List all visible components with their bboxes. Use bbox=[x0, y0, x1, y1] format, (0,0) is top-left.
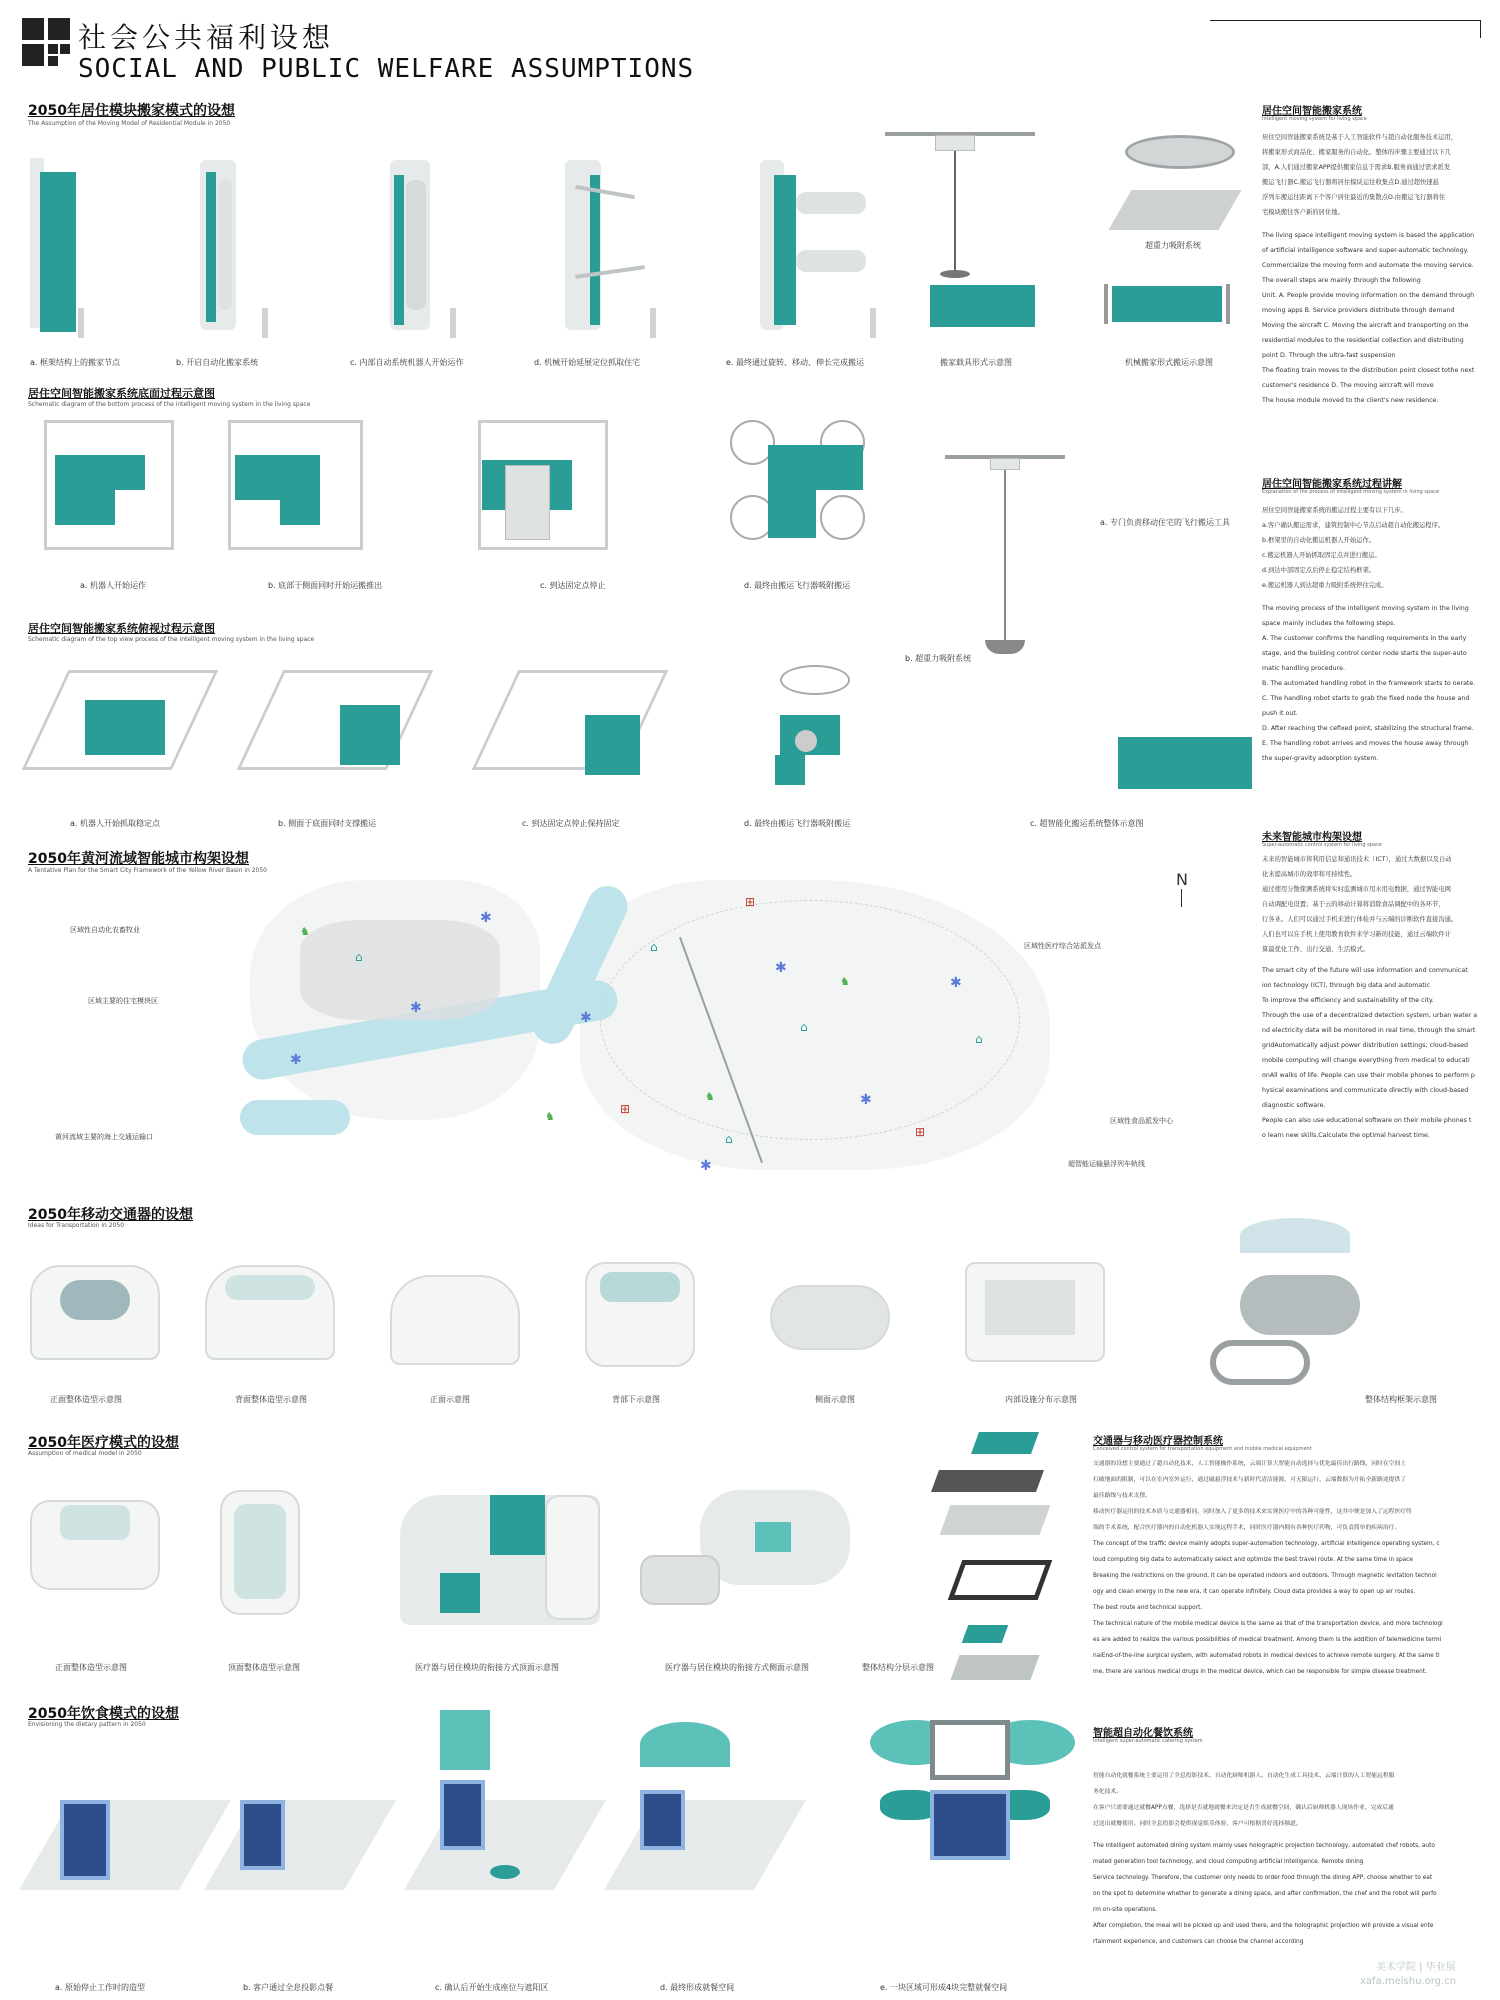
page-title-cn: 社会公共福利设想 bbox=[78, 21, 335, 54]
panel2-subtitle: Explanation of the process of intelligent moving system in living space bbox=[1262, 489, 1440, 495]
section6-caption-e: 整体结构分层示意图 bbox=[862, 1663, 934, 1672]
logo-grid bbox=[22, 18, 70, 66]
panel1-body: 居住空间智能搬家系统是基于人工智能软件与超自动化服务技术运用， 将搬家形式商品化、搬家服务的自动化。整体的步骤主要通过以下几 部，A.人们通过搬家APP提供搬家信息于需求B.服务商通过需求派发 搬运飞行器C.搬运飞行器将居住模块运往收集点D.通过超快速悬 浮列车搬运往距离下个客户居住最近的集散点D.由搬运飞行器将住 宅模块搬往客户新的居住地。 The living space intelligent moving system is based the application of artificial intelligence software and super-automatic technology. Commercialize the moving form and automate the moving service. The overall steps are mainly through the following Unit. A. People provide moving information on the demand through moving apps B. Service providers distribute through demand Moving the aircraft C. Moving the aircraft and transporting on the residential modules to the residential collection and distributing point D. Through the ultra-fast suspension The floating train moves to the distribution point closest tothe next customer's residence D. The moving aircraft will move The house module moved to the client's new residence. bbox=[1262, 134, 1475, 404]
adsorb-block-illustration bbox=[1118, 737, 1252, 789]
section7-caption-e: e. 一块区域可形成4块完整就餐空间 bbox=[880, 1983, 1008, 1992]
panel5-title: 智能超自动化餐饮系统 bbox=[1093, 1728, 1193, 1739]
panel4-title: 交通器与移动医疗器控制系统 bbox=[1093, 1436, 1223, 1447]
watermark-line2: xafa.meishu.org.cn bbox=[1360, 1976, 1457, 1987]
map-label-port: 黄河流域主要的海上交通运输口 bbox=[55, 1133, 153, 1141]
section2-caption-a: a. 机器人开始运作 bbox=[80, 581, 146, 590]
section5-caption-e: 侧面示意图 bbox=[815, 1395, 855, 1404]
header-rule-vertical bbox=[1480, 20, 1481, 38]
section1-title: 2050年居住模块搬家模式的设想 bbox=[28, 103, 235, 119]
panel1-title: 居住空间智能搬家系统 bbox=[1262, 106, 1362, 117]
section1-caption-e: e. 最终通过旋转、移动、伸长完成搬运 bbox=[726, 358, 865, 367]
section3-caption-c: c. 到达固定点停止保持固定 bbox=[522, 819, 620, 828]
section2-title: 居住空间智能搬家系统底面过程示意图 bbox=[28, 387, 215, 400]
section2-caption-c: c. 到达固定点停止 bbox=[540, 581, 606, 590]
panel2-body: 居住空间智能搬家系统的搬运过程主要有以下几步。 a.客户确认搬运需求，建筑控制中心节点启动超自动化搬运程序。 b.框架里的自动化搬运机器人开始运作。 c.搬运机器人开始抓取固定点并进行搬运。 d.到达中部固定点后停止稳定结构框架。 e.搬运机器人到达超重力吸附系统停住完成。 The moving process of the intelligent moving system in the living space mainly includes the following steps. A. The customer confirms the handling requirements in the early stage, and the building control center node starts the super-auto matic handling procedure. B. The automated handling robot in the framework starts to oerate. C. The handling robot starts to grab the fixed node the house and push it out. D. After reaching the cefixed point, stabilizing the structural frame. E. The handling robot arrives and moves the house away through the super-gravity adsorption system. bbox=[1262, 507, 1476, 762]
panel4-body: 交通器的设想主要通过了超自动化技术，人工智能操作系统，云端计算大智能自动选择与优化最佳出行路线，同时在空间上 打破地面的限制，可以在室内室外运行，通过磁悬浮技术与新时代清洁能源，可无限运行，云端数据为开拓全新路途提供了 最佳路线与技术支撑。 移动医疗器运用的技术本质与交通器相同，同时加入了更多的技术来实现医疗中的各种可能性，这其中便是加入了远程医疗终 端的手术系统，配合医疗器内的自动化机器人实现远程手术，同时医疗器内拥有各种医疗药物，可负责简单的疾病治疗。 The concept of the traffic device mainly adopts super-automation technology, artificial intelligence operating system, c loud computing big data to automatically select and optimize the best travel route. At the same time in space Breaking the restrictions on the ground, it can be operated indoors and outdoors. Through magnetic levitation technol ogy and clean energy in the new era, it can operate infinitely. Cloud data provides a way to open up air routes. The best route and technical support. The technical nature of the mobile medical device is the same as that of the transportation device, and more technologi es are added to realize the various possibilities of medical treatment. Among them is the addition of telemedicine termi nalEnd-of-the-line surgical system, with automated robots in medical devices to achieve remote surgery. At the same ti me, there are various medical drugs in the medical device, which can be responsible for simple disease treatment. bbox=[1093, 1461, 1443, 1675]
panel5-subtitle: Intelligent super-automatic catering system bbox=[1093, 1738, 1203, 1744]
north-arrow: N bbox=[1176, 870, 1188, 889]
section6-caption-b: 顶面整体造型示意图 bbox=[228, 1663, 300, 1672]
section7-subtitle: Envisioning the dietary pattern in 2050 bbox=[28, 1721, 146, 1728]
section6-caption-a: 正面整体造型示意图 bbox=[55, 1663, 127, 1672]
section5-caption-g: 整体结构框架示意图 bbox=[1365, 1395, 1437, 1404]
section4-subtitle: A Tentative Plan for the Smart City Framework of the Yellow River Basin in 2050 bbox=[28, 867, 267, 874]
section4-title: 2050年黄河流域智能城市构架设想 bbox=[28, 851, 249, 867]
map-label-housing: 区域主要的住宅模块区 bbox=[88, 997, 158, 1005]
section3-caption-b: b. 侧面于底面同时支撑搬运 bbox=[278, 819, 377, 828]
panel4-subtitle: Conceived control system for transportation equipment and mobile medical equipment bbox=[1093, 1446, 1312, 1452]
header-rule bbox=[1210, 20, 1480, 21]
section5-caption-a: 正面整体造型示意图 bbox=[50, 1395, 122, 1404]
section3-caption-d: d. 最终由搬运飞行器吸附搬运 bbox=[744, 819, 851, 828]
section5-caption-b: 背面整体造型示意图 bbox=[235, 1395, 307, 1404]
map-label-maglev: 超智能运输悬浮列车轨线 bbox=[1068, 1160, 1145, 1168]
section7-title: 2050年饮食模式的设想 bbox=[28, 1706, 179, 1722]
drone-label-a: a. 专门负责移动住宅的飞行搬运工具 bbox=[1100, 518, 1230, 527]
panel3-title: 未来智能城市构架设想 bbox=[1262, 832, 1362, 843]
page-title-en: SOCIAL AND PUBLIC WELFARE ASSUMPTIONS bbox=[78, 54, 695, 84]
section3-subtitle: Schematic diagram of the top view process of the intelligent moving system in the living space bbox=[28, 636, 315, 643]
section6-caption-c: 医疗器与居住模块的衔接方式顶面示意图 bbox=[415, 1663, 559, 1672]
section2-subtitle: Schematic diagram of the bottom process of the intelligent moving system in the living space bbox=[28, 401, 311, 408]
panel3-body: 未来的智能城市将利用信息和通讯技术（ICT），通过大数据以及自动 化来提高城市的效率和可持续性。 通过使用分散探测系统将实时监测城市用水用电数据，通过智能电网 自动调配电设置；基于云的移动计算将消除食品调配中的各环节， 行各业。人们可以通过手机来进行体检并与云端的诊断软件直接沟通。 人们也可以在手机上使用教育软件来学习新的技能，通过云端软件计 算最优化工作、出行交通、生活模式。 The smart city of the future will use information and communicat ion technology (ICT), through big data and automatic To improve the efficiency and sustainability of the city. Through the use of a decentralized detection system, urban water a nd electricity data will be monitored in real time, through the smart gridAutomatically adjust power distribution settings; cloud-based mobile computing will change everything from medical to educati onAll walks of life. People can use their mobile phones to perform p hysical examinations and communicate directly with cloud-based diagnostic software. People can also use educational software on their mobile phones t o learn new skills.Calculate the optimal harvest time. bbox=[1262, 856, 1478, 1139]
section6-title: 2050年医疗模式的设想 bbox=[28, 1435, 179, 1451]
map-label-food: 区域性食品派发中心 bbox=[1110, 1117, 1173, 1125]
section3-title: 居住空间智能搬家系统俯视过程示意图 bbox=[28, 622, 215, 635]
section5-caption-d: 背部下示意图 bbox=[612, 1395, 660, 1404]
section5-title: 2050年移动交通器的设想 bbox=[28, 1207, 193, 1223]
map-label-medical: 区域性医疗综合站派发点 bbox=[1024, 942, 1101, 950]
watermark-line1: 美术学院 | 毕业展 bbox=[1376, 1962, 1456, 1973]
panel3-subtitle: Super-automatic control system for living space bbox=[1262, 842, 1382, 848]
section3-caption-a: a. 机器人开始抓取稳定点 bbox=[70, 819, 160, 828]
section5-subtitle: Ideas for Transportation in 2050 bbox=[28, 1222, 125, 1229]
section1-subtitle: The Assumption of the Moving Model of Residential Module in 2050 bbox=[28, 120, 231, 127]
transport-front-elevation bbox=[390, 1275, 520, 1365]
section7-caption-b: b. 客户通过全息投影点餐 bbox=[243, 1983, 334, 1992]
section2-caption-d: d. 最终由搬运飞行器吸附搬运 bbox=[744, 581, 851, 590]
section5-caption-f: 内部设施分布示意图 bbox=[1005, 1395, 1077, 1404]
transport-side-view bbox=[770, 1285, 890, 1350]
map-label-farm: 区域性自动化农畜牧业 bbox=[70, 926, 140, 934]
section1-caption-d: d. 机械开始延展定位抓取住宅 bbox=[534, 358, 641, 367]
section6-caption-d: 医疗器与居住模块的衔接方式侧面示意图 bbox=[665, 1663, 809, 1672]
section7-caption-c: c. 确认后开始生成座位与遮阳区 bbox=[435, 1983, 549, 1992]
section1-caption-f: 搬家载具形式示意图 bbox=[940, 358, 1012, 367]
section1-caption-c: c. 内部自动系统机器人开始运作 bbox=[350, 358, 464, 367]
section6-subtitle: Assumption of medical model in 2050 bbox=[28, 1450, 142, 1457]
drone-label-b: b. 超重力吸附系统 bbox=[905, 654, 972, 663]
section1-caption-a: a. 框架结构上的搬家节点 bbox=[30, 358, 120, 367]
section1-caption-b: b. 开启自动化搬家系统 bbox=[176, 358, 259, 367]
section7-caption-a: a. 原始停止工作时的造型 bbox=[55, 1983, 145, 1992]
section1-caption-g: 机械搬家形式搬运示意图 bbox=[1125, 358, 1213, 367]
panel1-subtitle: Intelligent moving system for living space bbox=[1262, 116, 1367, 122]
panel2-title: 居住空间智能搬家系统过程讲解 bbox=[1262, 479, 1402, 490]
section2-caption-b: b. 底部于侧面同时开始运搬推出 bbox=[268, 581, 383, 590]
north-arrow-line bbox=[1181, 889, 1182, 907]
adsorb-label: 超重力吸附系统 bbox=[1145, 241, 1201, 250]
section3-caption-e: c. 超智能化搬运系统整体示意图 bbox=[1030, 819, 1144, 828]
section5-caption-c: 正面示意图 bbox=[430, 1395, 470, 1404]
panel5-body: 智能自动化就餐系统主要运用了全息投影技术、自动化厨师机器人、自动化生成工具技术、云端计算的人工智能远程服 务化技术。 在客户只需要通过就餐APP点餐，选择是否就地就餐来决定是否生成就餐空间，确认后厨师机器人现场作业，完成后通 过送出就餐使用。同时全息投影会提供视觉娱乐体验，客户可根据喜好选择频道。 The intelligent automated dining system mainly uses holographic projection technology, automated chef robots, auto mated generation tool technology, and cloud computing artificial intelligence. Remote dining Service technology. Therefore, the customer only needs to order food through the dining APP, choose whether to eat on the spot to determine whether to generate a dining space, and after confirmation, the chef and the robot will perfo rm on-site operations. After completion, the meal will be picked up and used there, and the holographic projection will provide a visual ente rtainment experience, and customers can choose the channel according bbox=[1093, 1773, 1437, 1945]
transport-structure-exploded bbox=[1240, 1218, 1350, 1253]
section7-caption-d: d. 最终形成就餐空间 bbox=[660, 1983, 735, 1992]
